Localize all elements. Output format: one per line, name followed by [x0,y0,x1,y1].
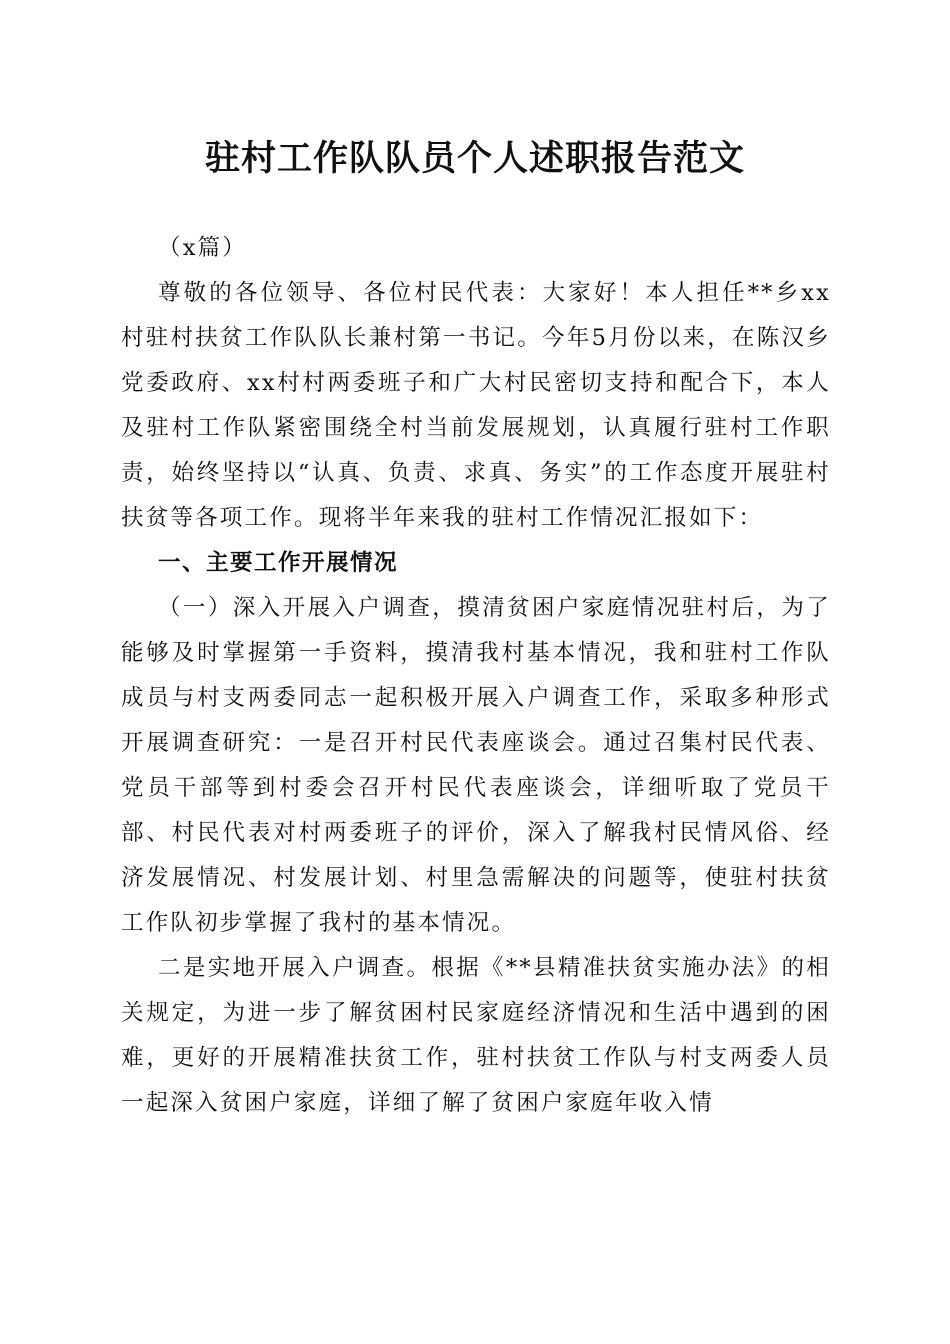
paragraph-greeting: 尊敬的各位领导、各位村民代表：大家好！本人担任**乡xx村驻村扶贫工作队队长兼村第一书记。今年5月份以来，在陈汉乡党委政府、xx村村两委班子和广大村民密切支持和配合下，本人及驻村工作队紧密围绕全村当前发展规划，认真履行驻村工作职责，始终坚持以“认真、负责、求真、务实”的工作态度开展驻村扶贫等各项工作。现将半年来我的驻村工作情况汇报如下： [121,280,831,531]
paragraph-field-survey: 二是实地开展入户调查。根据《**县精准扶贫实施办法》的相关规定，为进一步了解贫困村民家庭经济情况和生活中遇到的困难，更好的开展精准扶贫工作，驻村扶贫工作队与村支两委人员一起深入贫困户家庭，详细了解了贫困户家庭年收入情 [121,955,831,1116]
document-title: 驻村工作队队员个人述职报告范文 [204,138,745,179]
section-heading: 一、主要工作开展情况 [158,550,399,576]
document-body [121,226,831,1126]
paragraph-subtitle: （x篇） [158,235,247,261]
paragraph-survey: （一）深入开展入户调查，摸清贫困户家庭情况驻村后，为了能够及时掌握第一手资料，摸清我村基本情况，我和驻村工作队成员与村支两委同志一起积极开展入户调查工作，采取多种形式开展调查研究：一是召开村民代表座谈会。通过召集村民代表、党员干部等到村委会召开村民代表座谈会，详细听取了党员干部、村民代表对村两委班子的评价，深入了解我村民情风俗、经济发展情况、村发展计划、村里急需解决的问题等，使驻村扶贫工作队初步掌握了我村的基本情况。 [121,595,831,936]
